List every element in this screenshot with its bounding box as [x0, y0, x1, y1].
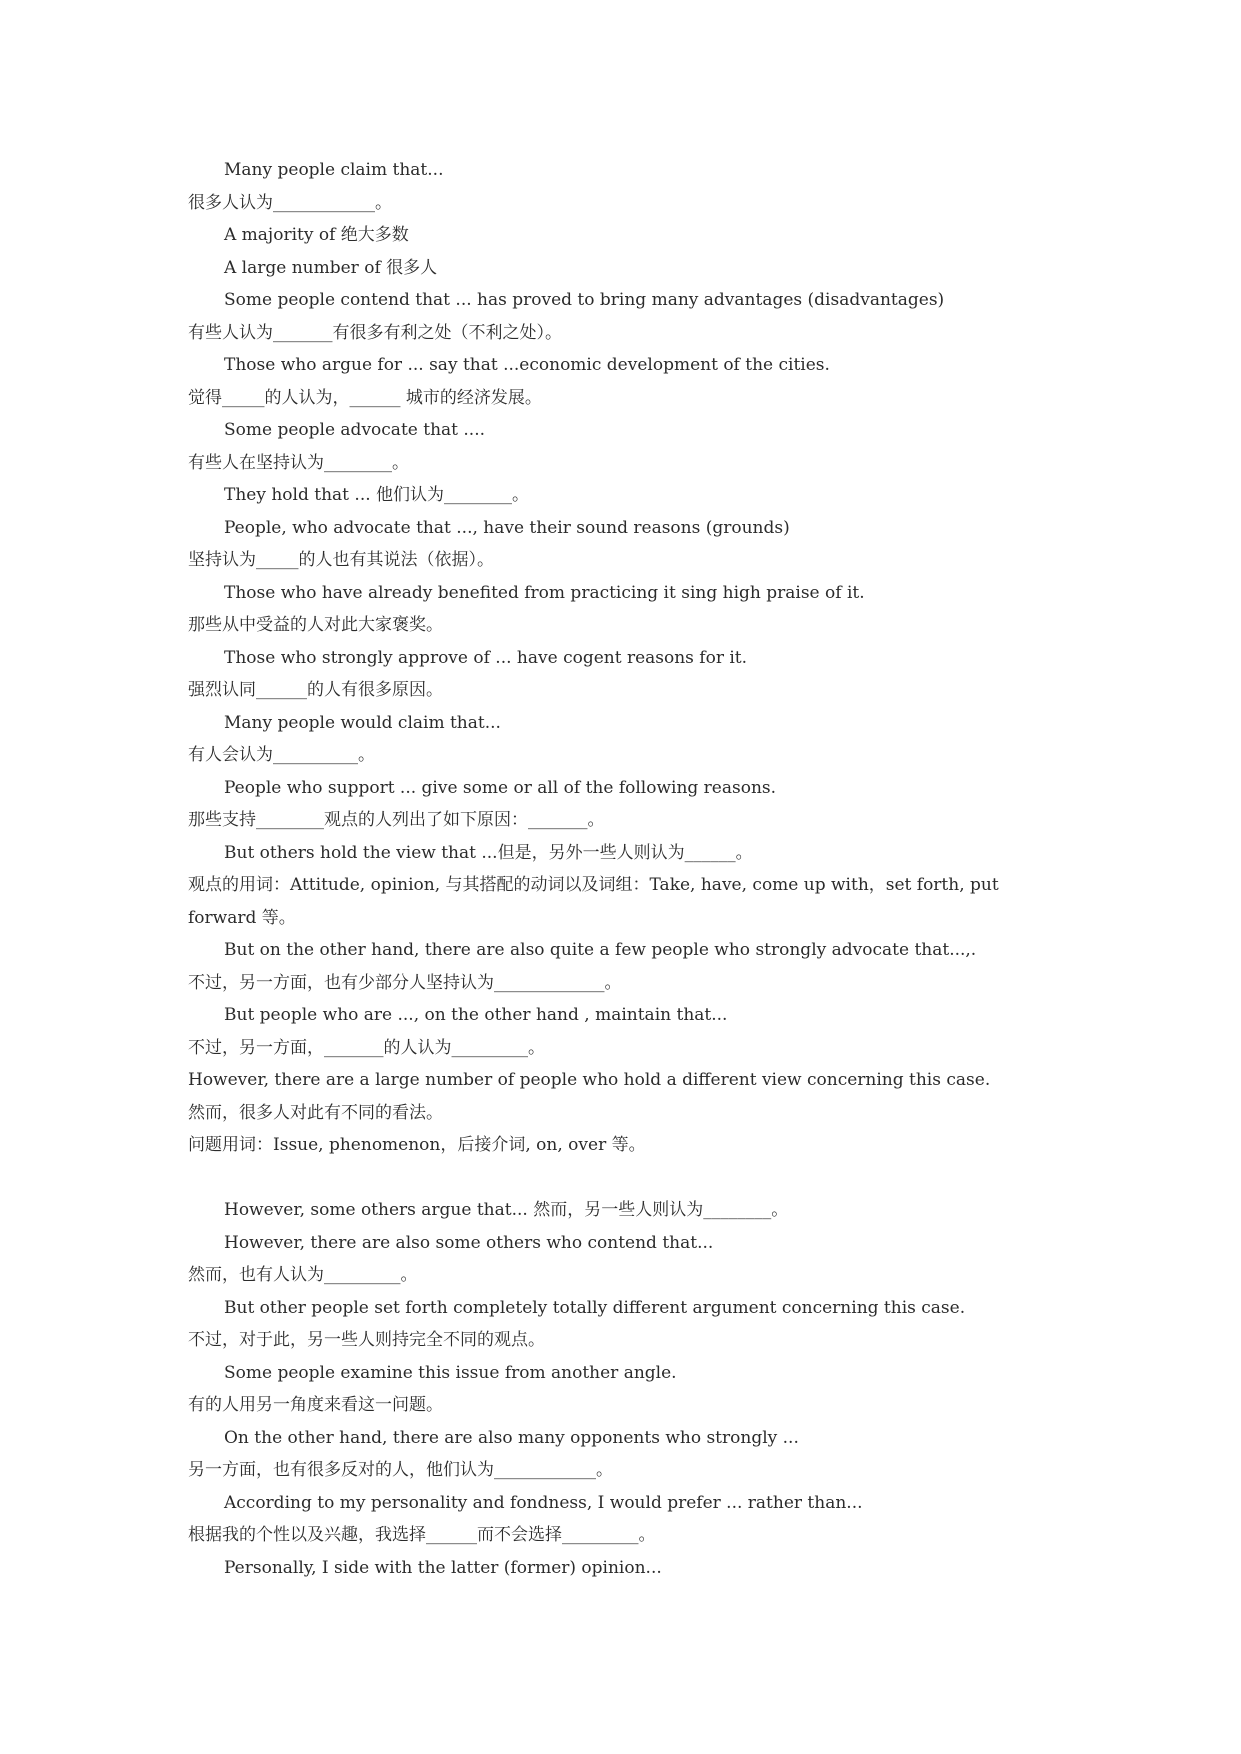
blank-line: [188, 1162, 1068, 1195]
text-line: According to my personality and fondness, I would prefer ... rather than...: [224, 1492, 863, 1513]
text-line: 有的人用另一角度来看这一问题。: [188, 1395, 443, 1415]
text-line: 有人会认为__________。: [188, 745, 375, 765]
text-line: People who support ... give some or all of the following reasons.: [224, 777, 777, 798]
text-line: Those who have already benefited from practicing it sing high praise of it.: [224, 582, 865, 603]
text-line: They hold that ... 他们认为________。: [224, 485, 530, 505]
text-line: Some people advocate that ....: [224, 420, 486, 440]
text-line: 不过，另一方面，_______的人认为_________。: [188, 1037, 545, 1058]
text-line: But others hold the view that ...但是，另外一些人则认为______。: [224, 842, 753, 863]
document-page: [188, 154, 1068, 1584]
text-line: 有些人在坚持认为________。: [188, 452, 409, 473]
text-line: However, there are also some others who contend that...: [224, 1232, 714, 1253]
text-line: 那些从中受益的人对此大家褒奖。: [188, 615, 443, 635]
text-line: But on the other hand, there are also quite a few people who strongly advocate that...,.: [224, 940, 977, 960]
text-line: Those who strongly approve of ... have cogent reasons for it.: [224, 647, 748, 668]
text-line: 很多人认为____________。: [188, 192, 392, 213]
text-line: 然而，也有人认为_________。: [188, 1265, 418, 1285]
text-line: Those who argue for ... say that ...economic development of the cities.: [224, 355, 830, 375]
text-line: On the other hand, there are also many opponents who strongly ...: [224, 1427, 799, 1448]
text-line: However, some others argue that... 然而，另一些人则认为________。: [224, 1200, 789, 1220]
text-line: 那些支持________观点的人列出了如下原因：_______。: [188, 810, 605, 830]
text-line: A majority of 绝大多数: [224, 225, 409, 245]
text-line: Some people examine this issue from another angle.: [224, 1362, 677, 1383]
text-line: 然而，很多人对此有不同的看法。: [188, 1102, 443, 1123]
text-line: However, there are a large number of people who hold a different view concerning this case.: [188, 1070, 991, 1090]
text-line: 观点的用词：Attitude, opinion, 与其搭配的动词以及词组：Take, have, come up with，set forth, put forward 等。: [188, 875, 999, 928]
text-line: Many people claim that...: [224, 160, 444, 180]
text-line: But people who are ..., on the other hand , maintain that...: [224, 1005, 728, 1025]
text-line: A large number of 很多人: [224, 257, 438, 278]
text-line: People, who advocate that ..., have their sound reasons (grounds): [224, 517, 790, 538]
text-line: Some people contend that ... has proved to bring many advantages (disadvantages): [224, 290, 945, 310]
text-line: 不过，另一方面，也有少部分人坚持认为_____________。: [188, 972, 622, 993]
text-line: But other people set forth completely totally different argument concerning this case.: [224, 1297, 966, 1318]
text-line: Many people would claim that...: [224, 712, 501, 733]
text-line: Personally, I side with the latter (former) opinion...: [224, 1557, 662, 1578]
text-line: 有些人认为_______有很多有利之处（不利之处）。: [188, 322, 562, 343]
text-line: 不过，对于此，另一些人则持完全不同的观点。: [188, 1330, 545, 1350]
text-line: 问题用词：Issue, phenomenon，后接介词, on, over 等。: [188, 1135, 646, 1155]
text-line: 觉得_____的人认为，______ 城市的经济发展。: [188, 387, 542, 408]
text-line: 根据我的个性以及兴趣，我选择______而不会选择_________。: [188, 1525, 656, 1545]
text-line: 强烈认同______的人有很多原因。: [188, 680, 443, 700]
text-line: 另一方面，也有很多反对的人，他们认为____________。: [188, 1460, 613, 1480]
text-line: 坚持认为_____的人也有其说法（依据）。: [188, 550, 494, 570]
